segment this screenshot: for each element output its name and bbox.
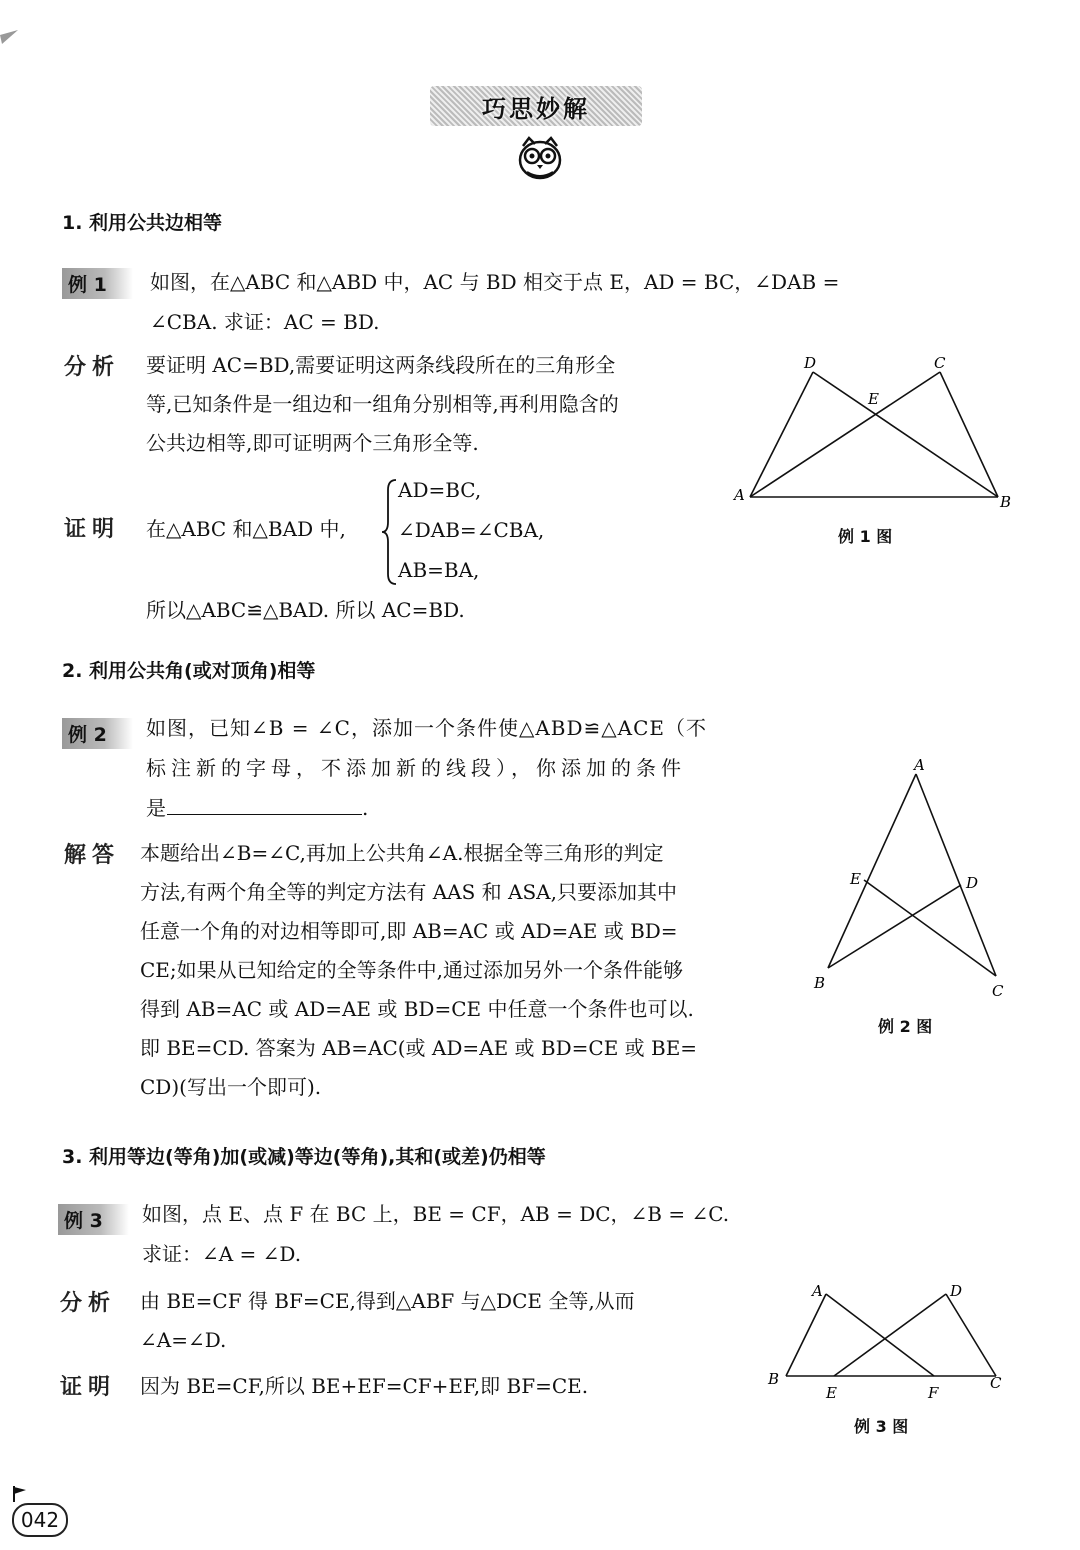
analysis1-line: 等,已知条件是一组边和一组角分别相等,再利用隐含的 bbox=[146, 392, 619, 416]
example1-tag: 例 1 bbox=[62, 268, 133, 299]
proof1-conditions bbox=[398, 470, 544, 590]
section3-heading: 3. 利用等边(等角)加(或减)等边(等角),其和(或差)仍相等 bbox=[62, 1146, 546, 1168]
analysis1-line: 要证明 AC=BD,需要证明这两条线段所在的三角形全 bbox=[146, 353, 616, 377]
example1-problem-line2: ∠CBA. 求证：AC = BD. bbox=[150, 310, 380, 334]
figure1-label-d: D bbox=[804, 354, 817, 372]
section-banner bbox=[430, 86, 642, 126]
proof3-tag: 证明 bbox=[60, 1375, 117, 1400]
figure2-label-c: C bbox=[992, 982, 1004, 1000]
proof3-line: 因为 BE=CF,所以 BE+EF=CF+EF,即 BF=CE. bbox=[140, 1374, 589, 1398]
section2-heading: 2. 利用公共角(或对顶角)相等 bbox=[62, 660, 316, 682]
answer2-line: CE;如果从已知给定的全等条件中,通过添加另外一个条件能够 bbox=[140, 958, 683, 982]
example1-problem bbox=[150, 262, 1030, 342]
proof1-brace-icon bbox=[380, 476, 398, 588]
figure1-label-b: B bbox=[1000, 493, 1012, 511]
figure2-label-a: A bbox=[914, 756, 925, 774]
example1-problem-line1: 如图，在△ABC 和△ABD 中，AC 与 BD 相交于点 E，AD = BC，∠DAB = bbox=[150, 270, 840, 294]
example2-problem-line1: 如图，已知∠B = ∠C，添加一个条件使△ABD≌△ACE（不 bbox=[146, 716, 708, 740]
page-number: 042 bbox=[12, 1503, 68, 1537]
example2-problem-line3-suffix: . bbox=[362, 796, 370, 820]
example2-problem bbox=[146, 708, 806, 828]
proof1-tag: 证明 bbox=[64, 517, 121, 542]
analysis1-tag: 分析 bbox=[64, 355, 121, 380]
figure3-caption: 例 3 图 bbox=[854, 1417, 909, 1436]
answer2-line: 得到 AB=AC 或 AD=AE 或 BD=CE 中任意一个条件也可以. bbox=[140, 997, 694, 1021]
analysis1-line: 公共边相等,即可证明两个三角形全等. bbox=[146, 431, 479, 455]
example2-problem-line3-prefix: 是 bbox=[146, 796, 167, 820]
figure1-label-a: A bbox=[734, 486, 745, 504]
answer2-line: CD)(写出一个即可). bbox=[140, 1075, 322, 1099]
analysis1-text bbox=[146, 346, 746, 463]
answer2-tag: 解答 bbox=[64, 843, 121, 868]
example2-problem-line3 bbox=[146, 788, 806, 828]
owl-mascot-icon bbox=[515, 132, 565, 182]
figure3-label-c: C bbox=[990, 1374, 1002, 1392]
answer2-line: 任意一个角的对边相等即可,即 AB=AC 或 AD=AE 或 BD= bbox=[140, 919, 678, 943]
proof1-conclusion: 所以△ABC≌△BAD. 所以 AC=BD. bbox=[146, 598, 465, 622]
figure2-label-d: D bbox=[966, 874, 979, 892]
section1-heading: 1. 利用公共边相等 bbox=[62, 212, 223, 234]
figure3-label-b: B bbox=[768, 1370, 780, 1388]
figure2-caption: 例 2 图 bbox=[878, 1017, 933, 1036]
answer2-text bbox=[140, 834, 800, 1107]
figure1-diagram bbox=[728, 350, 1018, 520]
figure2-label-b: B bbox=[814, 974, 826, 992]
answer2-line: 方法,有两个角全等的判定方法有 AAS 和 ASA,只要添加其中 bbox=[140, 880, 677, 904]
example2-problem-line2: 标注新的字母，不添加新的线段），你添加的条件 bbox=[146, 756, 686, 780]
figure3-label-f: F bbox=[928, 1384, 939, 1402]
analysis3-line: ∠A=∠D. bbox=[140, 1328, 227, 1352]
figure3-label-e: E bbox=[826, 1384, 837, 1402]
analysis3-line: 由 BE=CF 得 BF=CE,得到△ABF 与△DCE 全等,从而 bbox=[140, 1289, 635, 1313]
figure3-label-a: A bbox=[812, 1282, 823, 1300]
figure1-label-e: E bbox=[868, 390, 879, 408]
corner-mark-icon bbox=[0, 30, 20, 70]
analysis3-text bbox=[140, 1282, 780, 1360]
answer-blank bbox=[167, 792, 362, 815]
example3-tag: 例 3 bbox=[58, 1204, 129, 1235]
figure3-diagram bbox=[762, 1280, 1012, 1405]
answer2-line: 本题给出∠B=∠C,再加上公共角∠A.根据全等三角形的判定 bbox=[140, 841, 664, 865]
figure1-label-c: C bbox=[934, 354, 946, 372]
example3-problem-line1: 如图，点 E、点 F 在 BC 上，BE = CF，AB = DC，∠B = ∠C. bbox=[142, 1202, 730, 1226]
figure1-caption: 例 1 图 bbox=[838, 527, 893, 546]
example3-problem bbox=[142, 1194, 1022, 1274]
proof1-intro: 在△ABC 和△BAD 中, bbox=[146, 517, 346, 541]
figure3-label-d: D bbox=[950, 1282, 963, 1300]
banner-title: 巧思妙解 bbox=[482, 94, 590, 123]
analysis3-tag: 分析 bbox=[60, 1291, 117, 1316]
figure2-label-e: E bbox=[850, 870, 861, 888]
example3-problem-line2: 求证：∠A = ∠D. bbox=[142, 1242, 302, 1266]
figure2-diagram bbox=[806, 752, 1020, 1002]
answer2-line: 即 BE=CD. 答案为 AB=AC(或 AD=AE 或 BD=CE 或 BE= bbox=[140, 1036, 698, 1060]
example2-tag: 例 2 bbox=[62, 718, 133, 749]
proof1-condition: ∠DAB=∠CBA, bbox=[398, 518, 545, 542]
proof1-condition: AD=BC, bbox=[398, 478, 482, 502]
flag-icon bbox=[10, 1484, 30, 1504]
proof1-condition: AB=BA, bbox=[398, 558, 480, 582]
